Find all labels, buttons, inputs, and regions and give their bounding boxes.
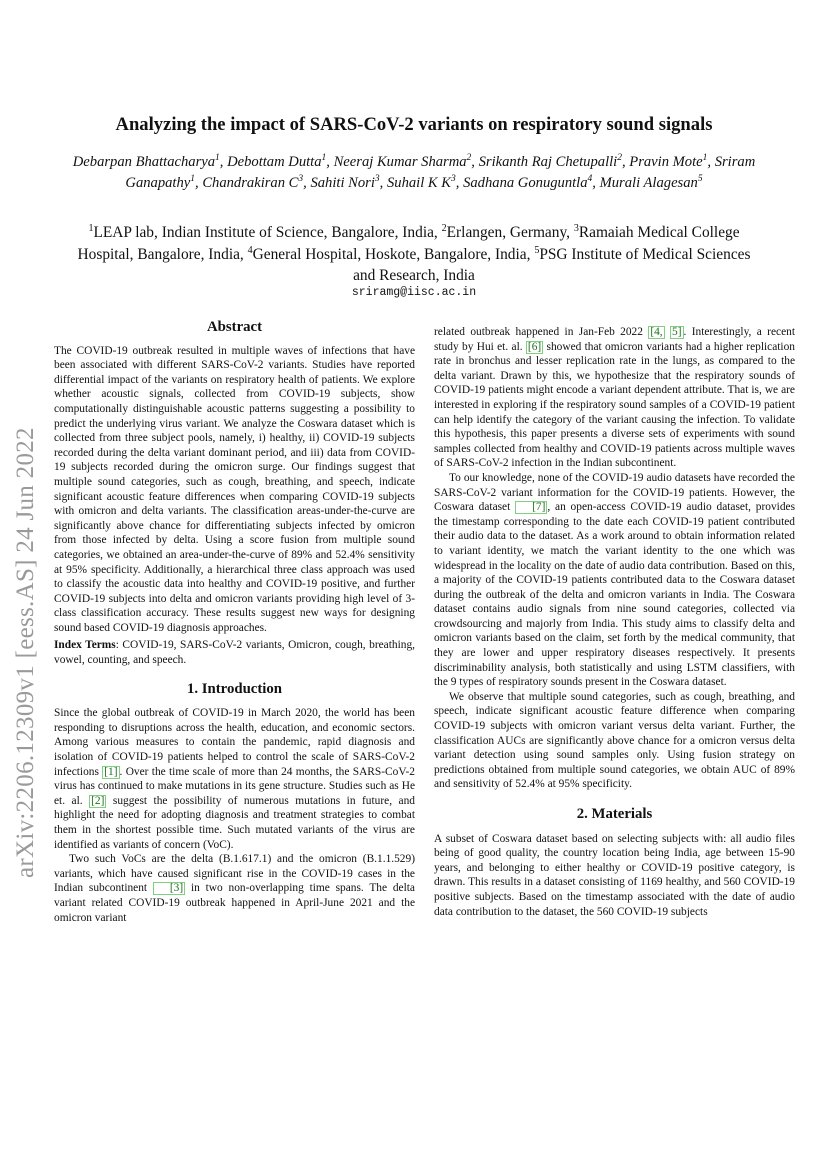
author-affiliation-mark: 2 xyxy=(617,153,622,164)
affiliation-number: 3 xyxy=(573,222,579,234)
author-affiliation-mark: 1 xyxy=(190,174,196,185)
right-p1-text-c: showed that omicron variants had a higher replication rate in bronchus and lesser replication rate in the lungs, as compared to the delta variant. Drawn by this, we hypothesize that the respiratory sounds of COVID-19 patients might encode a variant dependent attribute. That is, we are interested in exploring if the respiratory sound samples of a COVID-19 patient can help identify the category of the variant causing the infection. To validate this hypothesis, this paper presents a diverse sets of experiments with sound samples collected from healthy and COVID-19 patients across multiple waves of SARS-CoV-2 infection in the Indian subcontinent. xyxy=(434,340,795,470)
author-affiliation-mark: 3 xyxy=(298,174,304,185)
author-list: Debarpan Bhattacharya$^1$, Debottam Dutta$^1$, Neeraj Kumar Sharma$^2$, Srikanth Raj Chetupalli$^2$, Pravin Mote$^1$, Sriram Ganapathy$^1$, Chandrakiran $C^3$, Sahiti Nori$^3$, Suhail K $K^3$, Sadhana Gonuguntla$^4$, Murali Alagesan$^5$ xyxy=(72,153,756,191)
author-name: Chandrakiran $C^3$ xyxy=(202,174,304,191)
index-terms-text: : COVID-19, SARS-CoV-2 variants, Omicron, cough, breathing, vowel, counting, and speech. xyxy=(54,639,415,667)
author-name: Murali Alagesan$^5$ xyxy=(599,174,703,191)
right-paragraph-1 xyxy=(434,325,795,471)
citation-link[interactable]: [4, xyxy=(650,326,663,338)
intro-p1-text-b: . Over the time scale of more than 24 months, the SARS-CoV-2 virus has continued to make mutations in its gene structure. Studies such as He et. al. xyxy=(54,765,415,807)
intro-p1-text-c: suggest the possibility of numerous mutations in future, and highlight the need for adopting diagnosis and treatment strategies to combat them in the shortest possible time. Such mutated variants of the virus are identified as variants of concern (VoC). xyxy=(54,794,415,851)
citation-link[interactable]: [1] xyxy=(104,765,118,778)
author-affiliation-mark: 1 xyxy=(702,153,708,164)
author-name: Sadhana Gonuguntla$^4$ xyxy=(463,174,593,191)
left-column xyxy=(54,320,415,925)
affiliation-text: LEAP lab, Indian Institute of Science, Bangalore, India, xyxy=(93,224,438,241)
intro-p2-text-b: in two non-overlapping time spans. The delta variant related COVID-19 outbreak happened in April-June 2021 and the omicron variant xyxy=(54,882,415,924)
intro-paragraph-2 xyxy=(54,852,415,925)
author-name: Sriram Ganapathy$^1$ xyxy=(125,154,756,191)
author-name: Debarpan Bhattacharya$^1$ xyxy=(72,153,220,170)
author-affiliation-mark: 3 xyxy=(451,174,456,185)
right-paragraph-2 xyxy=(434,471,795,690)
citation-link[interactable]: [3] xyxy=(153,882,185,895)
right-column xyxy=(434,325,795,919)
author-name: Debottam Dutta$^1$ xyxy=(227,153,327,170)
abstract-body: The COVID-19 outbreak resulted in multiple waves of infections that have been associated with different SARS-CoV-2 variants. Studies have reported differential impact of the variants on respiratory health of patients. We explore whether acoustic signals, collected from COVID-19 subjects, show computationally distinguishable acoustic patterns suggesting a possibility to predict the underlying virus variant. We analyze the Coswara dataset which is collected from three subject pools, namely, i) healthy, ii) COVID-19 subjects recorded during the delta variant dominant period, and iii) data from COVID-19 subjects recorded during the omicron surge. Our findings suggest that multiple sound categories, such as cough, breathing, and speech, indicate significant acoustic feature differences when comparing COVID-19 subjects with omicron and delta variants. The classification areas-under-the-curve are significantly above chance for differentiating subjects infected by omicron from those infected by delta. Using a score fusion from multiple sound categories, we obtained an area-under-the-curve of 89% and 52.4% sensitivity at 95% specificity. Additionally, a hierarchical three class approach was used to classify the acoustic data into healthy and COVID-19 positive, and further COVID-19 subjects into delta and omicron variants providing high level of 3-class classification accuracy. These results suggest new ways for designing sound based COVID-19 diagnosis approaches. xyxy=(54,344,415,634)
right-p1-text-a: related outbreak happened in Jan-Feb 2022 xyxy=(434,326,649,338)
affiliation-number: 4 xyxy=(247,244,253,256)
affiliation-number: 2 xyxy=(441,222,447,234)
contact-email[interactable]: sriramg@iisc.ac.in xyxy=(351,286,477,299)
arxiv-stamp-text: arXiv:2206.12309v1 [eess.AS] 24 Jun 2022 xyxy=(12,427,39,878)
citation-link[interactable]: [6] xyxy=(527,340,542,353)
author-affiliation-mark: 3 xyxy=(374,174,380,185)
author-affiliation-mark: 1 xyxy=(321,153,327,164)
right-paragraph-3: We observe that multiple sound categories, such as cough, breathing, and speech, indicate significant acoustic feature difference when comparing COVID-19 subjects with omicron variant versus delta variant. Further, the classification AUCs are significantly above chance for a omicron versus delta variant detection using sound samples only. Using fusion strategy on predictions obtained from multiple sound categories, we obtain AUC of 89% and sensitivity of 52.4% at 95% specificity. xyxy=(434,690,795,791)
paper-title: Analyzing the impact of SARS-CoV-2 variants on respiratory sound signals xyxy=(115,114,713,135)
author-name: Pravin Mote$^1$ xyxy=(629,153,708,170)
author-name: Srikanth Raj Chetupalli$^2$ xyxy=(478,153,622,170)
citation-link[interactable]: [2] xyxy=(91,794,105,807)
author-affiliation-mark: 4 xyxy=(587,174,593,185)
intro-p2-text-a: Two such VoCs are the delta (B.1.617.1) and the omicron (B.1.1.529) variants, which have caused significant rise in the COVID-19 cases in the Indian subcontinent xyxy=(54,853,415,895)
intro-p1-text-a: Since the global outbreak of COVID-19 in March 2020, the world has been responding to disruptions across the health, education, and economic sectors. Among various measures to contain the pandemic, rapid diagnosis and isolation of COVID-19 patients helped to control the scale of SARS-CoV-2 infections xyxy=(54,707,415,778)
citation-link[interactable]: 5] xyxy=(672,326,682,338)
abstract-heading: Abstract xyxy=(206,319,263,335)
materials-heading: 2. Materials xyxy=(576,806,653,822)
author-name: Suhail K $K^3$ xyxy=(386,174,456,191)
citation-link[interactable]: [7] xyxy=(515,501,547,514)
author-affiliation-mark: 2 xyxy=(466,153,472,164)
affiliation-text: PSG Institute of Medical Sciences and Research, India xyxy=(353,245,751,284)
intro-heading: 1. Introduction xyxy=(186,680,283,697)
affiliation-number: 5 xyxy=(534,244,540,256)
author-affiliation-mark: 1 xyxy=(215,153,220,164)
index-terms-label: Index Terms xyxy=(54,639,116,652)
author-name: Neeraj Kumar Sharma$^2$ xyxy=(333,153,472,170)
right-p2-text-b: , an open-access COVID-19 audio dataset, provides the timestamp corresponding to the date each COVID-19 patient contributed their audio data to the dataset. As a work around to obtain information related to variant identity, we match the variant identity to the one which was widespread in the locality on the date of audio data contribution. Based on this, a majority of the COVID-19 patients contributed data to the Coswara dataset during the outbreak of the delta and omicron variants in India. The Coswara dataset contains audio signals from nine sound categories, collected via crowdsourcing and majorly from India. This study aims to classify delta and omicron variants based on the claim, set forth by the medical community, that they are lower and upper respiratory diseases respectively. It presents discriminability analysis, both statistically and using LSTM classifiers, with the 9 types of respiratory sounds present in the Coswara dataset. xyxy=(434,501,796,689)
author-name: Sahiti Nori$^3$ xyxy=(310,174,380,191)
materials-paragraph: A subset of Coswara dataset based on selecting subjects with: all audio files being of good quality, the country location being India, age between 15-90 years, and belonging to either healthy or COVID-19 positive category, is drawn. This results in a dataset consisting of 1169 healthy, and 560 COVID-19 positive subjects. Based on the timestamp associated with the date of audio data contribution to the dataset, the 560 COVID-19 subjects xyxy=(434,832,795,918)
affiliation-text: Erlangen, Germany, xyxy=(446,224,570,241)
right-p2-text-a: To our knowledge, none of the COVID-19 audio datasets have recorded the SARS-CoV-2 variant information for the COVID-19 patients. However, the Coswara dataset xyxy=(434,471,795,514)
intro-paragraph-1 xyxy=(54,706,415,852)
right-p1-text-b: . Interestingly, a recent study by Hui et. al. xyxy=(434,326,795,353)
affiliations xyxy=(70,222,758,287)
author-affiliation-mark: 5 xyxy=(697,174,703,185)
index-terms xyxy=(54,638,415,667)
affiliation-text: General Hospital, Hoskote, Bangalore, India, xyxy=(252,245,531,263)
affiliation-text: Ramaiah Medical College Hospital, Bangalore, India, xyxy=(77,224,740,263)
affiliation-number: 1 xyxy=(88,222,94,234)
